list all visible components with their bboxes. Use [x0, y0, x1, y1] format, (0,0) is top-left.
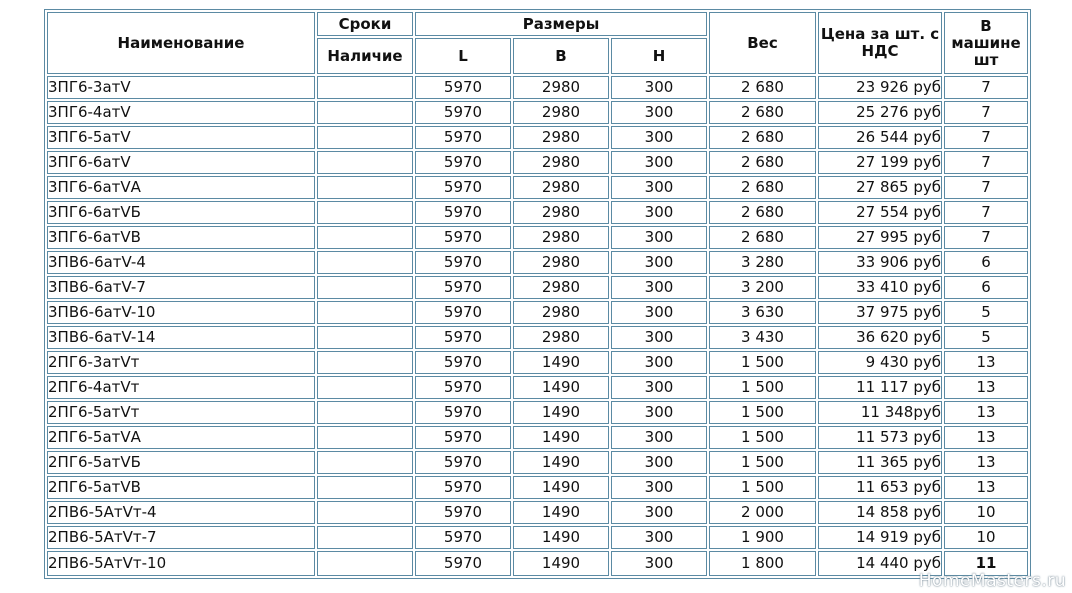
cell-width: 1490	[513, 526, 609, 549]
cell-name: 3ПГ6-6атV	[47, 151, 315, 174]
table-row	[47, 76, 1028, 99]
header-availability: Наличие	[317, 38, 413, 74]
cell-width: 1490	[513, 501, 609, 524]
cell-price: 23 926 руб	[818, 76, 942, 99]
cell-name: 3ПГ6-5атV	[47, 126, 315, 149]
cell-width: 1490	[513, 401, 609, 424]
cell-width: 2980	[513, 251, 609, 274]
cell-price: 33 906 руб	[818, 251, 942, 274]
cell-width: 2980	[513, 126, 609, 149]
cell-weight: 1 500	[709, 476, 816, 499]
table-row	[47, 201, 1028, 224]
cell-name: 3ПВ6-6атV-10	[47, 301, 315, 324]
table-row	[47, 176, 1028, 199]
table-row	[47, 251, 1028, 274]
cell-qty: 6	[944, 251, 1028, 274]
cell-price: 11 348руб	[818, 401, 942, 424]
cell-weight: 2 680	[709, 101, 816, 124]
cell-name: 2ПГ6-4атVт	[47, 376, 315, 399]
header-sizes: Размеры	[415, 12, 707, 36]
cell-height: 300	[611, 551, 707, 576]
cell-name: 2ПГ6-5атVА	[47, 426, 315, 449]
cell-price: 36 620 руб	[818, 326, 942, 349]
cell-weight: 2 680	[709, 126, 816, 149]
cell-availability	[317, 351, 413, 374]
table-row	[47, 351, 1028, 374]
cell-price: 26 544 руб	[818, 126, 942, 149]
cell-availability	[317, 101, 413, 124]
cell-price: 27 995 руб	[818, 226, 942, 249]
table-row	[47, 501, 1028, 524]
cell-width: 2980	[513, 226, 609, 249]
cell-qty: 7	[944, 176, 1028, 199]
cell-price: 14 858 руб	[818, 501, 942, 524]
cell-width: 2980	[513, 176, 609, 199]
cell-length: 5970	[415, 476, 511, 499]
cell-length: 5970	[415, 126, 511, 149]
cell-price: 11 573 руб	[818, 426, 942, 449]
cell-width: 1490	[513, 551, 609, 576]
cell-availability	[317, 76, 413, 99]
cell-qty: 13	[944, 351, 1028, 374]
cell-length: 5970	[415, 276, 511, 299]
cell-weight: 2 680	[709, 151, 816, 174]
cell-weight: 1 500	[709, 351, 816, 374]
cell-availability	[317, 476, 413, 499]
cell-availability	[317, 401, 413, 424]
cell-height: 300	[611, 376, 707, 399]
cell-name: 2ПГ6-5атVБ	[47, 451, 315, 474]
cell-qty: 10	[944, 526, 1028, 549]
cell-availability	[317, 201, 413, 224]
cell-weight: 2 000	[709, 501, 816, 524]
cell-width: 2980	[513, 326, 609, 349]
cell-length: 5970	[415, 526, 511, 549]
cell-availability	[317, 426, 413, 449]
cell-height: 300	[611, 426, 707, 449]
cell-width: 2980	[513, 201, 609, 224]
cell-price: 9 430 руб	[818, 351, 942, 374]
header-length: L	[415, 38, 511, 74]
table-row	[47, 426, 1028, 449]
table-row	[47, 451, 1028, 474]
cell-height: 300	[611, 526, 707, 549]
cell-name: 3ПВ6-6атV-14	[47, 326, 315, 349]
cell-weight: 3 280	[709, 251, 816, 274]
cell-name: 3ПВ6-6атV-7	[47, 276, 315, 299]
cell-length: 5970	[415, 376, 511, 399]
cell-price: 37 975 руб	[818, 301, 942, 324]
cell-length: 5970	[415, 326, 511, 349]
cell-height: 300	[611, 276, 707, 299]
cell-availability	[317, 276, 413, 299]
table-row	[47, 126, 1028, 149]
cell-length: 5970	[415, 151, 511, 174]
cell-length: 5970	[415, 251, 511, 274]
cell-weight: 1 900	[709, 526, 816, 549]
cell-price: 11 365 руб	[818, 451, 942, 474]
header-name: Наименование	[47, 12, 315, 74]
cell-length: 5970	[415, 101, 511, 124]
cell-availability	[317, 501, 413, 524]
cell-availability	[317, 251, 413, 274]
cell-weight: 1 500	[709, 451, 816, 474]
cell-availability	[317, 376, 413, 399]
cell-name: 3ПВ6-6атV-4	[47, 251, 315, 274]
cell-name: 2ПГ6-3атVт	[47, 351, 315, 374]
cell-name: 2ПВ6-5АтVт-10	[47, 551, 315, 576]
cell-height: 300	[611, 476, 707, 499]
cell-qty: 13	[944, 401, 1028, 424]
header-price: Цена за шт. с НДС	[818, 12, 942, 74]
cell-qty: 7	[944, 151, 1028, 174]
cell-weight: 3 630	[709, 301, 816, 324]
cell-length: 5970	[415, 401, 511, 424]
cell-name: 3ПГ6-4атV	[47, 101, 315, 124]
cell-price: 14 919 руб	[818, 526, 942, 549]
cell-height: 300	[611, 251, 707, 274]
cell-height: 300	[611, 126, 707, 149]
header-per-truck: В машине шт	[944, 12, 1028, 74]
cell-height: 300	[611, 226, 707, 249]
cell-width: 2980	[513, 276, 609, 299]
header-row-top	[47, 12, 1028, 36]
cell-availability	[317, 151, 413, 174]
table-body	[47, 76, 1028, 576]
table-row	[47, 151, 1028, 174]
cell-width: 1490	[513, 426, 609, 449]
cell-availability	[317, 301, 413, 324]
cell-qty: 5	[944, 326, 1028, 349]
cell-price: 27 199 руб	[818, 151, 942, 174]
watermark-logo: HomeMasters.ru	[918, 571, 1066, 591]
cell-qty: 7	[944, 201, 1028, 224]
cell-width: 2980	[513, 101, 609, 124]
cell-name: 3ПГ6-3атV	[47, 76, 315, 99]
table-row	[47, 476, 1028, 499]
cell-length: 5970	[415, 501, 511, 524]
cell-qty: 13	[944, 376, 1028, 399]
cell-qty: 13	[944, 451, 1028, 474]
cell-price: 11 117 руб	[818, 376, 942, 399]
table-row	[47, 226, 1028, 249]
header-weight: Вес	[709, 12, 816, 74]
cell-height: 300	[611, 351, 707, 374]
cell-name: 2ПВ6-5АтVт-4	[47, 501, 315, 524]
cell-qty: 13	[944, 426, 1028, 449]
cell-height: 300	[611, 76, 707, 99]
cell-qty: 11	[944, 551, 1028, 576]
cell-qty: 7	[944, 76, 1028, 99]
cell-height: 300	[611, 151, 707, 174]
cell-width: 2980	[513, 151, 609, 174]
price-table-container	[44, 9, 1031, 579]
cell-length: 5970	[415, 301, 511, 324]
cell-length: 5970	[415, 351, 511, 374]
cell-length: 5970	[415, 426, 511, 449]
cell-qty: 7	[944, 101, 1028, 124]
cell-weight: 2 680	[709, 76, 816, 99]
cell-qty: 10	[944, 501, 1028, 524]
cell-length: 5970	[415, 76, 511, 99]
cell-name: 3ПГ6-6атVА	[47, 176, 315, 199]
cell-price: 33 410 руб	[818, 276, 942, 299]
cell-width: 2980	[513, 76, 609, 99]
header-height: H	[611, 38, 707, 74]
cell-availability	[317, 226, 413, 249]
cell-availability	[317, 551, 413, 576]
cell-name: 2ПГ6-5атVВ	[47, 476, 315, 499]
cell-weight: 3 430	[709, 326, 816, 349]
header-terms: Сроки	[317, 12, 413, 36]
cell-width: 2980	[513, 301, 609, 324]
cell-availability	[317, 526, 413, 549]
cell-height: 300	[611, 201, 707, 224]
cell-availability	[317, 451, 413, 474]
cell-weight: 2 680	[709, 226, 816, 249]
cell-length: 5970	[415, 201, 511, 224]
cell-width: 1490	[513, 451, 609, 474]
table-row	[47, 276, 1028, 299]
cell-weight: 1 800	[709, 551, 816, 576]
cell-height: 300	[611, 101, 707, 124]
cell-weight: 1 500	[709, 401, 816, 424]
cell-height: 300	[611, 501, 707, 524]
table-row	[47, 401, 1028, 424]
cell-width: 1490	[513, 376, 609, 399]
table-row	[47, 301, 1028, 324]
cell-width: 1490	[513, 351, 609, 374]
cell-height: 300	[611, 326, 707, 349]
price-table	[44, 9, 1031, 579]
table-row	[47, 326, 1028, 349]
cell-weight: 1 500	[709, 426, 816, 449]
cell-length: 5970	[415, 551, 511, 576]
cell-price: 27 865 руб	[818, 176, 942, 199]
cell-availability	[317, 326, 413, 349]
cell-price: 14 440 руб	[818, 551, 942, 576]
cell-availability	[317, 176, 413, 199]
table-row	[47, 526, 1028, 549]
cell-height: 300	[611, 176, 707, 199]
cell-name: 2ПВ6-5АтVт-7	[47, 526, 315, 549]
cell-availability	[317, 126, 413, 149]
cell-weight: 2 680	[709, 176, 816, 199]
header-width: B	[513, 38, 609, 74]
cell-qty: 7	[944, 226, 1028, 249]
cell-height: 300	[611, 451, 707, 474]
cell-weight: 1 500	[709, 376, 816, 399]
cell-length: 5970	[415, 451, 511, 474]
cell-price: 25 276 руб	[818, 101, 942, 124]
cell-price: 11 653 руб	[818, 476, 942, 499]
cell-price: 27 554 руб	[818, 201, 942, 224]
table-row	[47, 376, 1028, 399]
cell-width: 1490	[513, 476, 609, 499]
cell-length: 5970	[415, 226, 511, 249]
table-row	[47, 101, 1028, 124]
cell-qty: 7	[944, 126, 1028, 149]
cell-weight: 3 200	[709, 276, 816, 299]
cell-name: 3ПГ6-6атVВ	[47, 226, 315, 249]
cell-length: 5970	[415, 176, 511, 199]
cell-qty: 13	[944, 476, 1028, 499]
cell-qty: 6	[944, 276, 1028, 299]
table-row	[47, 551, 1028, 576]
cell-name: 2ПГ6-5атVт	[47, 401, 315, 424]
cell-name: 3ПГ6-6атVБ	[47, 201, 315, 224]
cell-height: 300	[611, 401, 707, 424]
cell-weight: 2 680	[709, 201, 816, 224]
cell-height: 300	[611, 301, 707, 324]
cell-qty: 5	[944, 301, 1028, 324]
